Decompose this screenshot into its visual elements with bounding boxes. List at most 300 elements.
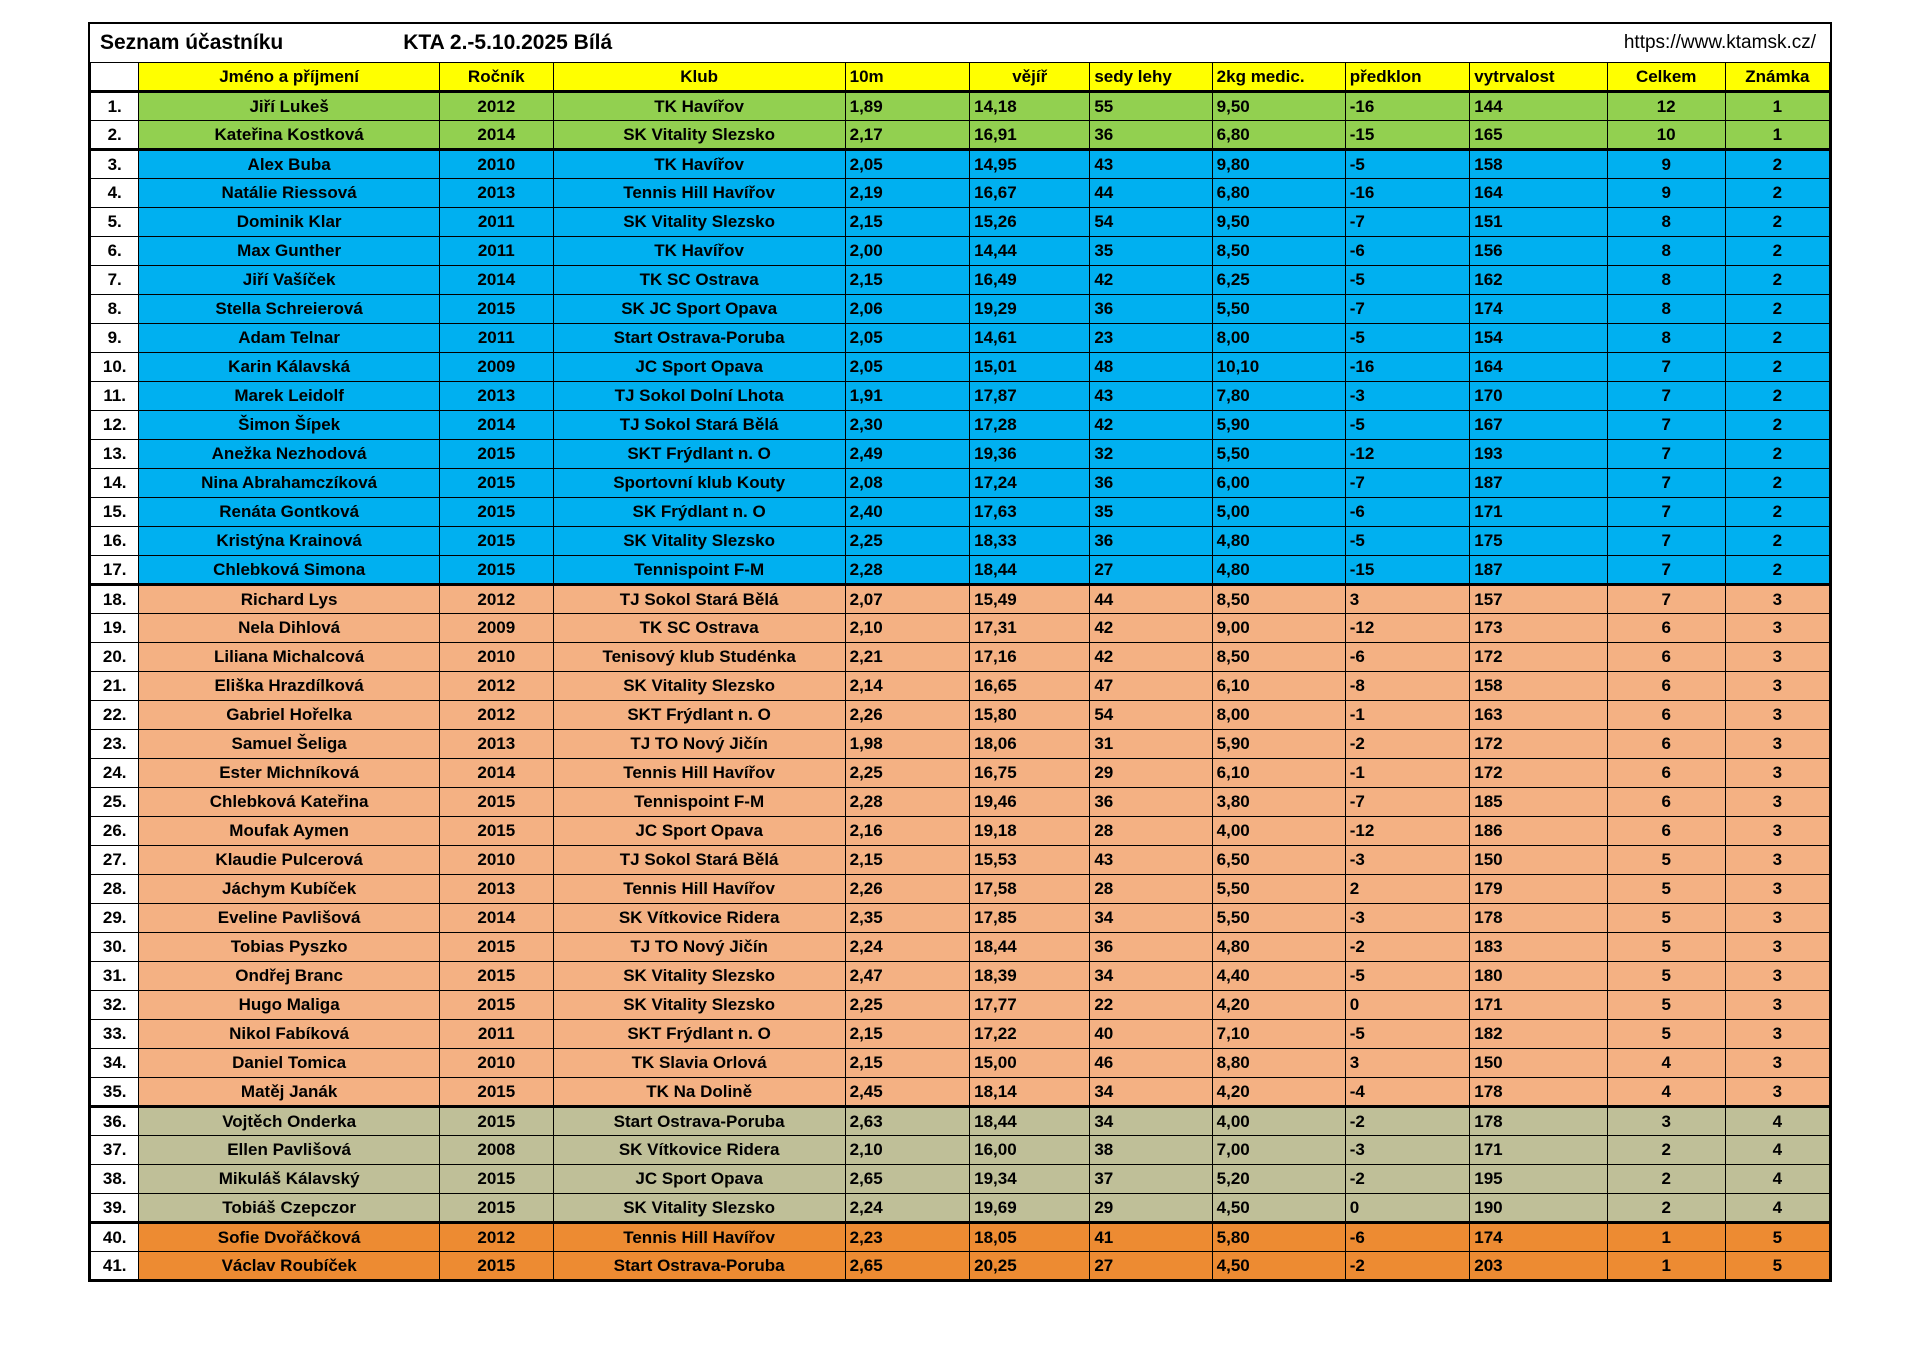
cell-predklon: -7: [1345, 295, 1470, 324]
cell-medicimbal: 4,80: [1212, 933, 1345, 962]
table-row: [90, 759, 1831, 788]
cell-celkem: 7: [1607, 469, 1725, 498]
cell-vejir: 14,95: [970, 150, 1090, 179]
cell-rank: 18.: [90, 585, 139, 614]
cell-name: Tobias Pyszko: [139, 933, 440, 962]
cell-club: Tennis Hill Havířov: [553, 179, 845, 208]
cell-znamka: 3: [1725, 672, 1830, 701]
cell-club: TK Na Dolině: [553, 1078, 845, 1107]
cell-znamka: 2: [1725, 208, 1830, 237]
table-row: [90, 817, 1831, 846]
cell-name: Tobiáš Czepczor: [139, 1194, 440, 1223]
cell-name: Klaudie Pulcerová: [139, 846, 440, 875]
cell-predklon: -12: [1345, 440, 1470, 469]
cell-medicimbal: 6,50: [1212, 846, 1345, 875]
cell-year: 2015: [439, 788, 553, 817]
cell-year: 2011: [439, 324, 553, 353]
cell-medicimbal: 9,00: [1212, 614, 1345, 643]
cell-znamka: 4: [1725, 1107, 1830, 1136]
table-row: [90, 150, 1831, 179]
cell-predklon: -3: [1345, 382, 1470, 411]
cell-club: TJ TO Nový Jičín: [553, 730, 845, 759]
cell-vytrvalost: 175: [1470, 527, 1607, 556]
table-row: [90, 1223, 1831, 1252]
cell-club: Start Ostrava-Poruba: [553, 1107, 845, 1136]
cell-vejir: 16,00: [970, 1136, 1090, 1165]
cell-name: Chlebková Simona: [139, 556, 440, 585]
cell-znamka: 3: [1725, 585, 1830, 614]
cell-vejir: 14,44: [970, 237, 1090, 266]
cell-medicimbal: 6,25: [1212, 266, 1345, 295]
cell-celkem: 7: [1607, 556, 1725, 585]
table-row: [90, 904, 1831, 933]
cell-znamka: 2: [1725, 469, 1830, 498]
cell-vejir: 17,77: [970, 991, 1090, 1020]
cell-rank: 29.: [90, 904, 139, 933]
cell-vejir: 17,63: [970, 498, 1090, 527]
cell-rank: 13.: [90, 440, 139, 469]
cell-celkem: 5: [1607, 962, 1725, 991]
table-row: [90, 846, 1831, 875]
cell-year: 2015: [439, 1078, 553, 1107]
cell-predklon: -6: [1345, 1223, 1470, 1252]
cell-celkem: 3: [1607, 1107, 1725, 1136]
cell-vytrvalost: 172: [1470, 759, 1607, 788]
cell-medicimbal: 6,10: [1212, 759, 1345, 788]
cell-10m: 2,15: [845, 1049, 970, 1078]
cell-name: Šimon Šípek: [139, 411, 440, 440]
cell-year: 2015: [439, 556, 553, 585]
cell-medicimbal: 4,40: [1212, 962, 1345, 991]
cell-club: Tennispoint F-M: [553, 556, 845, 585]
cell-znamka: 3: [1725, 788, 1830, 817]
cell-name: Jiří Lukeš: [139, 92, 440, 121]
cell-celkem: 4: [1607, 1078, 1725, 1107]
cell-10m: 2,28: [845, 788, 970, 817]
cell-vytrvalost: 164: [1470, 353, 1607, 382]
cell-name: Eveline Pavlišová: [139, 904, 440, 933]
cell-znamka: 4: [1725, 1136, 1830, 1165]
cell-celkem: 10: [1607, 121, 1725, 150]
cell-rank: 8.: [90, 295, 139, 324]
cell-znamka: 2: [1725, 382, 1830, 411]
cell-sedy-lehy: 47: [1090, 672, 1212, 701]
table-row: [90, 1136, 1831, 1165]
cell-celkem: 6: [1607, 672, 1725, 701]
cell-znamka: 3: [1725, 701, 1830, 730]
cell-sedy-lehy: 22: [1090, 991, 1212, 1020]
table-row: [90, 469, 1831, 498]
participants-table: [88, 62, 1832, 1282]
cell-sedy-lehy: 27: [1090, 556, 1212, 585]
table-row: [90, 92, 1831, 121]
table-row: [90, 1165, 1831, 1194]
cell-vejir: 16,49: [970, 266, 1090, 295]
cell-10m: 2,23: [845, 1223, 970, 1252]
cell-club: TK SC Ostrava: [553, 266, 845, 295]
cell-celkem: 6: [1607, 643, 1725, 672]
cell-sedy-lehy: 36: [1090, 788, 1212, 817]
cell-vytrvalost: 158: [1470, 150, 1607, 179]
col-vytrvalost: vytrvalost: [1470, 63, 1607, 92]
cell-vejir: 17,31: [970, 614, 1090, 643]
cell-medicimbal: 4,00: [1212, 1107, 1345, 1136]
cell-club: JC Sport Opava: [553, 353, 845, 382]
cell-vejir: 18,14: [970, 1078, 1090, 1107]
cell-znamka: 3: [1725, 817, 1830, 846]
cell-sedy-lehy: 36: [1090, 933, 1212, 962]
cell-club: Tennispoint F-M: [553, 788, 845, 817]
cell-club: SK Vitality Slezsko: [553, 991, 845, 1020]
cell-vytrvalost: 178: [1470, 1107, 1607, 1136]
cell-10m: 2,63: [845, 1107, 970, 1136]
cell-year: 2008: [439, 1136, 553, 1165]
cell-club: Tennis Hill Havířov: [553, 759, 845, 788]
cell-znamka: 3: [1725, 933, 1830, 962]
cell-znamka: 2: [1725, 295, 1830, 324]
cell-vejir: 16,67: [970, 179, 1090, 208]
table-row: [90, 411, 1831, 440]
cell-rank: 31.: [90, 962, 139, 991]
cell-celkem: 7: [1607, 527, 1725, 556]
table-row: [90, 991, 1831, 1020]
cell-medicimbal: 7,10: [1212, 1020, 1345, 1049]
cell-rank: 36.: [90, 1107, 139, 1136]
cell-znamka: 3: [1725, 1020, 1830, 1049]
cell-medicimbal: 3,80: [1212, 788, 1345, 817]
cell-club: SKT Frýdlant n. O: [553, 701, 845, 730]
cell-rank: 14.: [90, 469, 139, 498]
cell-predklon: -5: [1345, 150, 1470, 179]
cell-medicimbal: 8,50: [1212, 585, 1345, 614]
table-row: [90, 1107, 1831, 1136]
cell-year: 2015: [439, 1252, 553, 1281]
website-url: https://www.ktamsk.cz/: [1623, 32, 1816, 53]
cell-vytrvalost: 150: [1470, 846, 1607, 875]
cell-sedy-lehy: 42: [1090, 411, 1212, 440]
cell-znamka: 3: [1725, 1049, 1830, 1078]
cell-rank: 2.: [90, 121, 139, 150]
cell-10m: 2,28: [845, 556, 970, 585]
cell-vytrvalost: 150: [1470, 1049, 1607, 1078]
table-row: [90, 585, 1831, 614]
cell-celkem: 7: [1607, 498, 1725, 527]
cell-10m: 2,16: [845, 817, 970, 846]
table-row: [90, 208, 1831, 237]
cell-10m: 2,15: [845, 846, 970, 875]
cell-vytrvalost: 186: [1470, 817, 1607, 846]
cell-znamka: 3: [1725, 962, 1830, 991]
cell-rank: 33.: [90, 1020, 139, 1049]
cell-year: 2011: [439, 237, 553, 266]
cell-celkem: 5: [1607, 904, 1725, 933]
cell-predklon: -3: [1345, 846, 1470, 875]
cell-znamka: 3: [1725, 904, 1830, 933]
cell-predklon: -3: [1345, 1136, 1470, 1165]
cell-predklon: -5: [1345, 1020, 1470, 1049]
cell-name: Renáta Gontková: [139, 498, 440, 527]
cell-medicimbal: 5,50: [1212, 904, 1345, 933]
cell-predklon: -5: [1345, 411, 1470, 440]
cell-vytrvalost: 158: [1470, 672, 1607, 701]
cell-medicimbal: 6,10: [1212, 672, 1345, 701]
cell-znamka: 2: [1725, 237, 1830, 266]
cell-10m: 2,10: [845, 614, 970, 643]
cell-predklon: 2: [1345, 875, 1470, 904]
cell-celkem: 7: [1607, 585, 1725, 614]
cell-znamka: 2: [1725, 353, 1830, 382]
cell-10m: 2,19: [845, 179, 970, 208]
cell-10m: 2,40: [845, 498, 970, 527]
cell-znamka: 4: [1725, 1194, 1830, 1223]
cell-club: TJ Sokol Stará Bělá: [553, 585, 845, 614]
cell-club: SK Vítkovice Ridera: [553, 1136, 845, 1165]
cell-vejir: 15,00: [970, 1049, 1090, 1078]
cell-10m: 1,89: [845, 92, 970, 121]
cell-medicimbal: 4,20: [1212, 1078, 1345, 1107]
cell-club: TJ Sokol Stará Bělá: [553, 846, 845, 875]
cell-celkem: 8: [1607, 208, 1725, 237]
cell-predklon: -12: [1345, 614, 1470, 643]
cell-znamka: 3: [1725, 846, 1830, 875]
cell-rank: 26.: [90, 817, 139, 846]
cell-znamka: 2: [1725, 556, 1830, 585]
cell-celkem: 5: [1607, 1020, 1725, 1049]
cell-name: Moufak Aymen: [139, 817, 440, 846]
cell-rank: 28.: [90, 875, 139, 904]
cell-sedy-lehy: 54: [1090, 208, 1212, 237]
cell-sedy-lehy: 37: [1090, 1165, 1212, 1194]
cell-10m: 2,24: [845, 933, 970, 962]
cell-vytrvalost: 174: [1470, 1223, 1607, 1252]
cell-sedy-lehy: 48: [1090, 353, 1212, 382]
cell-10m: 2,05: [845, 353, 970, 382]
cell-year: 2010: [439, 1049, 553, 1078]
cell-vejir: 17,87: [970, 382, 1090, 411]
cell-znamka: 3: [1725, 1078, 1830, 1107]
table-row: [90, 179, 1831, 208]
cell-medicimbal: 5,50: [1212, 295, 1345, 324]
cell-name: Gabriel Hořelka: [139, 701, 440, 730]
cell-predklon: -6: [1345, 643, 1470, 672]
cell-celkem: 8: [1607, 324, 1725, 353]
cell-predklon: -6: [1345, 237, 1470, 266]
cell-znamka: 3: [1725, 759, 1830, 788]
document-title-bar: [88, 22, 1832, 62]
cell-rank: 25.: [90, 788, 139, 817]
table-row: [90, 440, 1831, 469]
cell-vejir: 18,33: [970, 527, 1090, 556]
cell-znamka: 2: [1725, 498, 1830, 527]
cell-znamka: 2: [1725, 324, 1830, 353]
cell-vejir: 19,18: [970, 817, 1090, 846]
cell-year: 2015: [439, 933, 553, 962]
cell-medicimbal: 5,20: [1212, 1165, 1345, 1194]
cell-celkem: 5: [1607, 991, 1725, 1020]
cell-vejir: 16,91: [970, 121, 1090, 150]
table-row: [90, 788, 1831, 817]
cell-sedy-lehy: 27: [1090, 1252, 1212, 1281]
cell-year: 2012: [439, 92, 553, 121]
cell-name: Dominik Klar: [139, 208, 440, 237]
cell-vytrvalost: 144: [1470, 92, 1607, 121]
cell-vejir: 15,49: [970, 585, 1090, 614]
cell-club: TK Havířov: [553, 237, 845, 266]
cell-medicimbal: 8,80: [1212, 1049, 1345, 1078]
cell-name: Vojtěch Onderka: [139, 1107, 440, 1136]
cell-sedy-lehy: 36: [1090, 121, 1212, 150]
cell-medicimbal: 4,80: [1212, 527, 1345, 556]
cell-rank: 35.: [90, 1078, 139, 1107]
cell-celkem: 6: [1607, 730, 1725, 759]
cell-name: Eliška Hrazdílková: [139, 672, 440, 701]
cell-celkem: 9: [1607, 150, 1725, 179]
cell-sedy-lehy: 32: [1090, 440, 1212, 469]
cell-rank: 5.: [90, 208, 139, 237]
cell-vytrvalost: 172: [1470, 643, 1607, 672]
event-title: KTA 2.-5.10.2025 Bílá: [403, 31, 613, 54]
cell-year: 2013: [439, 875, 553, 904]
cell-predklon: -6: [1345, 498, 1470, 527]
cell-celkem: 5: [1607, 875, 1725, 904]
cell-10m: 2,07: [845, 585, 970, 614]
cell-sedy-lehy: 54: [1090, 701, 1212, 730]
cell-sedy-lehy: 35: [1090, 498, 1212, 527]
cell-celkem: 4: [1607, 1049, 1725, 1078]
cell-name: Hugo Maliga: [139, 991, 440, 1020]
table-row: [90, 121, 1831, 150]
cell-vytrvalost: 171: [1470, 498, 1607, 527]
cell-club: Sportovní klub Kouty: [553, 469, 845, 498]
table-row: [90, 527, 1831, 556]
cell-predklon: -3: [1345, 904, 1470, 933]
cell-10m: 2,65: [845, 1165, 970, 1194]
cell-medicimbal: 9,50: [1212, 92, 1345, 121]
cell-vejir: 18,05: [970, 1223, 1090, 1252]
cell-10m: 2,25: [845, 527, 970, 556]
cell-vytrvalost: 193: [1470, 440, 1607, 469]
cell-name: Karin Kálavská: [139, 353, 440, 382]
cell-predklon: -12: [1345, 817, 1470, 846]
cell-predklon: -4: [1345, 1078, 1470, 1107]
cell-name: Ondřej Branc: [139, 962, 440, 991]
cell-vejir: 14,18: [970, 92, 1090, 121]
cell-predklon: -2: [1345, 1165, 1470, 1194]
cell-year: 2011: [439, 208, 553, 237]
cell-club: Tenisový klub Studénka: [553, 643, 845, 672]
table-row: [90, 1020, 1831, 1049]
cell-10m: 2,21: [845, 643, 970, 672]
cell-vejir: 19,46: [970, 788, 1090, 817]
cell-club: SK Vitality Slezsko: [553, 208, 845, 237]
cell-10m: 1,98: [845, 730, 970, 759]
table-row: [90, 556, 1831, 585]
cell-znamka: 5: [1725, 1223, 1830, 1252]
cell-sedy-lehy: 34: [1090, 962, 1212, 991]
cell-vejir: 17,28: [970, 411, 1090, 440]
table-row: [90, 295, 1831, 324]
cell-year: 2014: [439, 411, 553, 440]
cell-predklon: -2: [1345, 1252, 1470, 1281]
cell-sedy-lehy: 36: [1090, 295, 1212, 324]
cell-club: SK Frýdlant n. O: [553, 498, 845, 527]
cell-vejir: 20,25: [970, 1252, 1090, 1281]
cell-medicimbal: 4,80: [1212, 556, 1345, 585]
col-znamka: Známka: [1725, 63, 1830, 92]
cell-year: 2015: [439, 1194, 553, 1223]
cell-vejir: 19,36: [970, 440, 1090, 469]
cell-vytrvalost: 187: [1470, 469, 1607, 498]
cell-year: 2015: [439, 295, 553, 324]
cell-sedy-lehy: 42: [1090, 266, 1212, 295]
cell-club: TJ Sokol Dolní Lhota: [553, 382, 845, 411]
cell-medicimbal: 5,00: [1212, 498, 1345, 527]
cell-vytrvalost: 203: [1470, 1252, 1607, 1281]
cell-rank: 19.: [90, 614, 139, 643]
cell-vejir: 16,65: [970, 672, 1090, 701]
cell-name: Natálie Riessová: [139, 179, 440, 208]
cell-vejir: 17,16: [970, 643, 1090, 672]
cell-medicimbal: 5,90: [1212, 411, 1345, 440]
cell-sedy-lehy: 35: [1090, 237, 1212, 266]
cell-rank: 23.: [90, 730, 139, 759]
cell-vejir: 18,44: [970, 933, 1090, 962]
cell-predklon: -5: [1345, 324, 1470, 353]
cell-year: 2015: [439, 469, 553, 498]
cell-rank: 22.: [90, 701, 139, 730]
cell-predklon: -2: [1345, 1107, 1470, 1136]
cell-10m: 2,08: [845, 469, 970, 498]
table-header: [90, 63, 1831, 92]
cell-club: Start Ostrava-Poruba: [553, 324, 845, 353]
cell-sedy-lehy: 43: [1090, 846, 1212, 875]
cell-rank: 1.: [90, 92, 139, 121]
cell-vytrvalost: 178: [1470, 904, 1607, 933]
cell-znamka: 3: [1725, 730, 1830, 759]
cell-name: Liliana Michalcová: [139, 643, 440, 672]
cell-club: Start Ostrava-Poruba: [553, 1252, 845, 1281]
cell-medicimbal: 4,00: [1212, 817, 1345, 846]
cell-club: SK Vitality Slezsko: [553, 1194, 845, 1223]
cell-name: Max Gunther: [139, 237, 440, 266]
cell-year: 2014: [439, 904, 553, 933]
cell-club: TK Havířov: [553, 150, 845, 179]
cell-predklon: -16: [1345, 179, 1470, 208]
cell-name: Stella Schreierová: [139, 295, 440, 324]
cell-celkem: 6: [1607, 759, 1725, 788]
cell-name: Matěj Janák: [139, 1078, 440, 1107]
cell-vytrvalost: 195: [1470, 1165, 1607, 1194]
cell-predklon: -7: [1345, 208, 1470, 237]
cell-medicimbal: 6,00: [1212, 469, 1345, 498]
cell-predklon: -2: [1345, 933, 1470, 962]
cell-predklon: -16: [1345, 353, 1470, 382]
cell-year: 2014: [439, 121, 553, 150]
cell-name: Jiří Vašíček: [139, 266, 440, 295]
cell-sedy-lehy: 55: [1090, 92, 1212, 121]
cell-10m: 2,30: [845, 411, 970, 440]
cell-club: SK Vitality Slezsko: [553, 121, 845, 150]
cell-10m: 2,47: [845, 962, 970, 991]
header-row: [90, 63, 1831, 92]
cell-predklon: -2: [1345, 730, 1470, 759]
cell-club: TK Havířov: [553, 92, 845, 121]
cell-name: Ester Michníková: [139, 759, 440, 788]
cell-name: Ellen Pavlišová: [139, 1136, 440, 1165]
cell-year: 2015: [439, 440, 553, 469]
cell-medicimbal: 5,50: [1212, 440, 1345, 469]
cell-club: Tennis Hill Havířov: [553, 1223, 845, 1252]
